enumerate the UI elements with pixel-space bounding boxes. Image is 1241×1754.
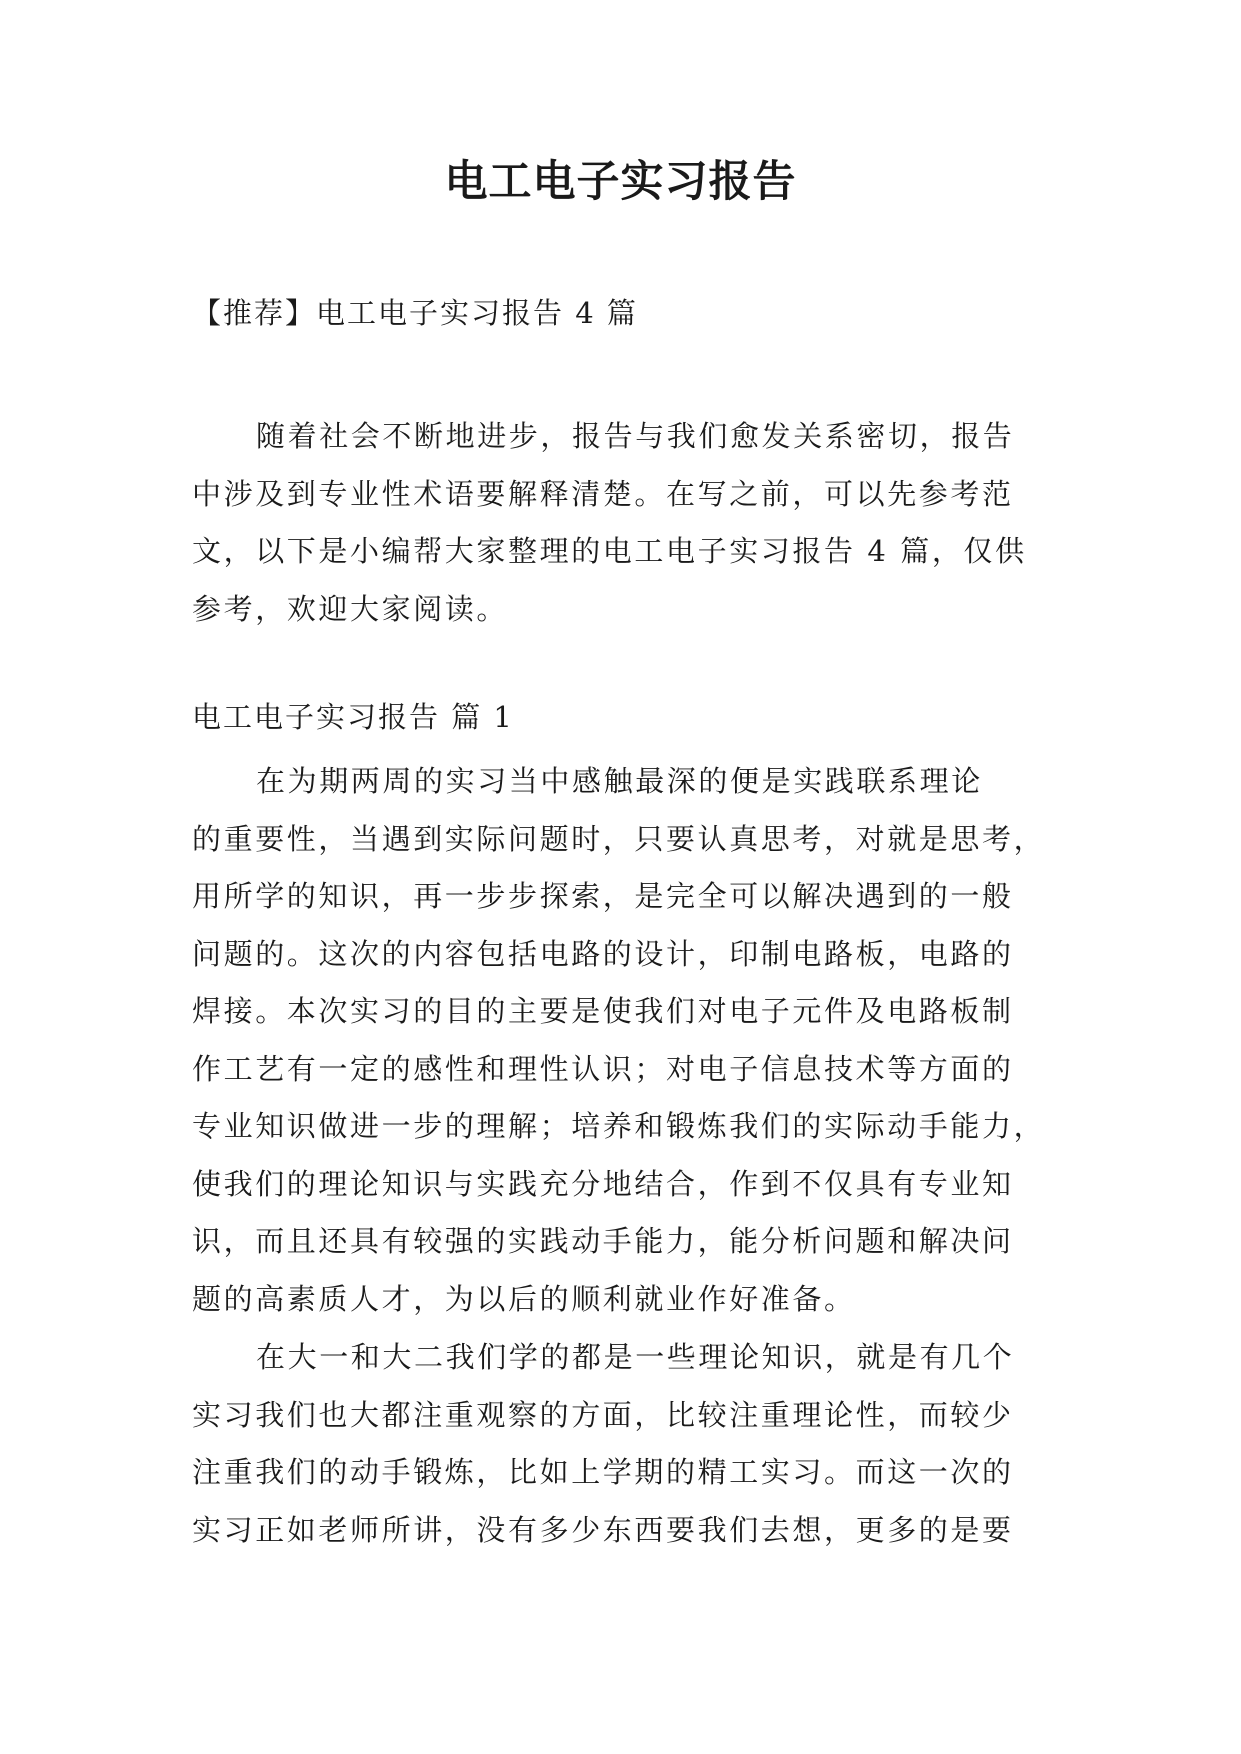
- document-title: 电工电子实习报告: [444, 157, 797, 207]
- body-paragraph-1: [192, 753, 1058, 1328]
- paragraph-line: 焊接。本次实习的目的主要是使我们对电子元件及电路板制: [192, 994, 1014, 1028]
- intro-line: 中涉及到专业性术语要解释清楚。在写之前，可以先参考范: [192, 476, 1014, 511]
- paragraph-line: 的重要性，当遇到实际问题时，只要认真思考，对就是思考，: [192, 821, 1046, 856]
- paragraph-line: 实习正如老师所讲，没有多少东西要我们去想，更多的是要: [192, 1512, 1014, 1547]
- intro-line: 随着社会不断地进步，报告与我们愈发关系密切，报告: [256, 419, 1015, 453]
- paragraph-line: 在大一和大二我们学的都是一些理论知识，就是有几个: [256, 1340, 1015, 1374]
- document-subtitle: 【推荐】电工电子实习报告 4 篇: [192, 296, 638, 330]
- paragraph-line: 问题的。这次的内容包括电路的设计，印制电路板，电路的: [192, 936, 1014, 971]
- paragraph-line: 专业知识做进一步的理解；培养和锻炼我们的实际动手能力，: [192, 1109, 1046, 1143]
- paragraph-line: 识，而且还具有较强的实践动手能力，能分析问题和解决问: [192, 1224, 1014, 1258]
- intro-line: 参考，欢迎大家阅读。: [192, 591, 509, 626]
- intro-line: 文，以下是小编帮大家整理的电工电子实习报告 4 篇，仅供: [192, 534, 1027, 568]
- paragraph-line: 在为期两周的实习当中感触最深的便是实践联系理论: [256, 764, 983, 798]
- body-paragraph-2: [192, 1329, 1058, 1559]
- intro-paragraph: [192, 408, 1058, 638]
- paragraph-line: 实习我们也大都注重观察的方面，比较注重理论性，而较少: [192, 1397, 1014, 1432]
- paragraph-line: 题的高素质人才，为以后的顺利就业作好准备。: [192, 1281, 856, 1316]
- paragraph-line: 作工艺有一定的感性和理性认识；对电子信息技术等方面的: [192, 1051, 1014, 1086]
- paragraph-line: 用所学的知识，再一步步探索，是完全可以解决遇到的一般: [192, 879, 1014, 913]
- section-heading: 电工电子实习报告 篇 1: [192, 700, 514, 734]
- paragraph-line: 注重我们的动手锻炼，比如上学期的精工实习。而这一次的: [192, 1455, 1014, 1489]
- paragraph-line: 使我们的理论知识与实践充分地结合，作到不仅具有专业知: [192, 1166, 1014, 1201]
